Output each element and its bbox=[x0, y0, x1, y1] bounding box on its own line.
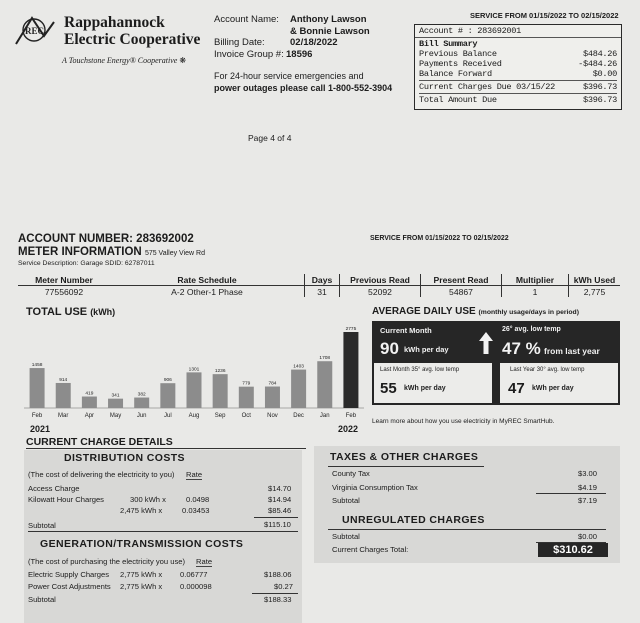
county-tax-label: County Tax bbox=[332, 469, 370, 478]
supply-label: Electric Supply Charges bbox=[28, 570, 110, 579]
change-label: from last year bbox=[544, 346, 600, 356]
emergency-text-2: power outages please call 1-800-552-3904 bbox=[214, 82, 393, 93]
unregulated-subtotal-amount: $0.00 bbox=[578, 532, 598, 541]
change-value: 47 % bbox=[502, 339, 541, 358]
adu-label: AVERAGE DAILY USE bbox=[372, 306, 476, 317]
summary-title: Bill Summary bbox=[419, 39, 478, 49]
chart-tick-label: Sep bbox=[214, 413, 226, 419]
billing-date-label: Billing Date: bbox=[214, 37, 265, 48]
chart-value-label: 784 bbox=[268, 381, 277, 387]
emergency-text-1: For 24-hour service emergencies and bbox=[214, 71, 364, 81]
current-month-label: Current Month bbox=[380, 326, 432, 335]
total-use-unit: (kWh) bbox=[90, 307, 116, 317]
table-cell: A-2 Other-1 Phase bbox=[171, 286, 243, 297]
chart-tick-label: May bbox=[109, 413, 122, 419]
unregulated-title: UNREGULATED CHARGES bbox=[342, 514, 485, 526]
chart-value-label: 419 bbox=[85, 391, 94, 397]
table-header: Rate Schedule bbox=[110, 274, 305, 286]
virginia-tax-label: Virginia Consumption Tax bbox=[332, 483, 418, 492]
table-header: Meter Number bbox=[18, 274, 110, 286]
touchstone-energy-icon: ❋ bbox=[179, 56, 187, 65]
unregulated-subtotal-label: Subtotal bbox=[332, 532, 360, 541]
total-use-label: TOTAL USE bbox=[26, 306, 88, 318]
chart-bar bbox=[108, 399, 123, 408]
table-header: kWh Used bbox=[569, 274, 621, 286]
pca-amount: $0.27 bbox=[274, 582, 294, 591]
company-name bbox=[64, 14, 200, 48]
generation-title: GENERATION/TRANSMISSION COSTS bbox=[40, 538, 244, 550]
chart-bar bbox=[265, 387, 280, 408]
taxes-subtotal-label: Subtotal bbox=[332, 496, 360, 505]
account-name-value-2: & Bonnie Lawson bbox=[290, 25, 370, 37]
year-start: 2021 bbox=[30, 424, 51, 434]
divider bbox=[254, 517, 298, 518]
meter-address: 575 Valley View Rd bbox=[144, 250, 205, 257]
kwh-line2-qty: 2,475 kWh x bbox=[120, 506, 163, 515]
summary-row-label: Current Charges Due 03/15/22 bbox=[419, 82, 555, 92]
generation-rate-header: Rate bbox=[196, 557, 213, 566]
generation-subtotal-amount: $188.33 bbox=[264, 595, 292, 604]
divider bbox=[536, 493, 606, 494]
arrow-up-icon bbox=[478, 331, 494, 360]
divider bbox=[328, 529, 606, 530]
chart-value-label: 1301 bbox=[188, 367, 200, 373]
chart-value-label: 1403 bbox=[293, 364, 304, 370]
chart-tick-label: Nov bbox=[267, 413, 278, 419]
access-charge-amount: $14.70 bbox=[268, 484, 292, 493]
summary-row-value: $396.73 bbox=[583, 95, 617, 105]
current-month-value: 90 bbox=[380, 339, 399, 358]
table-header: Previous Read bbox=[340, 274, 421, 286]
access-charge-label: Access Charge bbox=[28, 484, 80, 493]
kwh-charges-label: Kilowatt Hour Charges bbox=[28, 495, 104, 504]
company-name-line1: Rappahannock bbox=[64, 14, 165, 31]
table-cell: 1 bbox=[502, 286, 569, 298]
table-header: Present Read bbox=[421, 274, 502, 286]
chart-bar bbox=[82, 397, 97, 408]
company-name-line2: Electric Cooperative bbox=[64, 31, 201, 48]
current-month-unit: kWh per day bbox=[404, 345, 449, 354]
taxes-panel bbox=[314, 446, 620, 563]
learn-more-text: Learn more about how you use electricity in MyREC SmartHub. bbox=[372, 418, 555, 425]
average-daily-use-title bbox=[372, 306, 579, 317]
table-cell: 2,775 bbox=[569, 286, 621, 298]
chart-bar bbox=[213, 374, 228, 408]
adu-subtitle: (monthly usage/days in period) bbox=[478, 309, 579, 316]
invoice-group-label: Invoice Group #: bbox=[214, 48, 284, 60]
table-cell: 52092 bbox=[340, 286, 421, 298]
summary-row-label: Previous Balance bbox=[419, 49, 497, 59]
table-cell: 54867 bbox=[421, 286, 502, 298]
chart-tick-label: Apr bbox=[84, 413, 95, 419]
chart-value-label: 1236 bbox=[214, 369, 226, 375]
kwh-line1-rate: 0.0498 bbox=[186, 495, 210, 504]
chart-bar bbox=[56, 383, 71, 408]
chart-tick-label: Jan bbox=[319, 413, 330, 419]
chart-value-label: 779 bbox=[242, 381, 251, 387]
charges-total-label: Current Charges Total: bbox=[332, 545, 409, 554]
generation-desc: (The cost of purchasing the electricity you use) bbox=[28, 557, 186, 566]
summary-row-value: $484.26 bbox=[583, 49, 617, 59]
summary-row-label: Balance Forward bbox=[419, 69, 492, 79]
last-month-value: 55 bbox=[380, 380, 397, 397]
distribution-subtotal-amount: $115.10 bbox=[264, 520, 291, 529]
total-use-title bbox=[26, 306, 115, 318]
taxes-subtotal-amount: $7.19 bbox=[578, 496, 598, 505]
county-tax-amount: $3.00 bbox=[578, 469, 598, 478]
distribution-panel bbox=[24, 450, 302, 623]
divider bbox=[28, 531, 298, 532]
table-header: Multiplier bbox=[502, 274, 569, 286]
billing-date-value: 02/18/2022 bbox=[290, 37, 338, 48]
kwh-line1-amount: $14.94 bbox=[268, 495, 292, 504]
last-month-unit: kWh per day bbox=[404, 385, 446, 392]
kwh-line2-rate: 0.03453 bbox=[182, 506, 210, 515]
chart-value-label: 382 bbox=[137, 392, 146, 398]
chart-bar bbox=[134, 398, 149, 408]
summary-service-period: SERVICE FROM 01/15/2022 TO 02/15/2022 bbox=[470, 11, 619, 20]
generation-subtotal-label: Subtotal bbox=[28, 595, 56, 604]
chart-bar bbox=[343, 332, 358, 408]
chart-bar bbox=[30, 368, 45, 408]
year-end: 2022 bbox=[338, 424, 359, 434]
chart-tick-label: Jun bbox=[136, 413, 147, 419]
chart-value-label: 341 bbox=[111, 393, 120, 399]
summary-row-label: Total Amount Due bbox=[419, 95, 497, 105]
chart-bar bbox=[291, 370, 306, 408]
pca-qty: 2,775 kWh x bbox=[120, 582, 163, 591]
account-number: ACCOUNT NUMBER: 283692002 bbox=[18, 233, 194, 245]
distribution-desc: (The cost of delivering the electricity to you) bbox=[28, 470, 175, 479]
divider bbox=[252, 593, 298, 594]
current-charge-details-title: CURRENT CHARGE DETAILS bbox=[26, 436, 306, 449]
account-info bbox=[214, 14, 370, 60]
chart-tick-label: Oct bbox=[241, 413, 251, 419]
chart-bar bbox=[239, 387, 254, 408]
last-year-label: Last Year 30° avg. low temp bbox=[510, 367, 585, 373]
last-year-value: 47 bbox=[508, 380, 525, 397]
summary-row-value: $0.00 bbox=[592, 69, 617, 79]
chart-tick-label: Jul bbox=[164, 413, 172, 419]
bill-summary bbox=[414, 24, 622, 110]
charges-total-amount: $310.62 bbox=[538, 543, 608, 557]
table-cell: 77556092 bbox=[44, 286, 84, 297]
summary-row-value: -$484.26 bbox=[578, 59, 617, 69]
company-logo bbox=[14, 14, 58, 44]
table-row bbox=[18, 286, 620, 298]
current-temp: 26° avg. low temp bbox=[502, 326, 561, 333]
chart-value-label: 914 bbox=[59, 377, 68, 383]
chart-tick-label: Aug bbox=[188, 413, 200, 419]
chart-value-label: 2775 bbox=[345, 327, 357, 332]
chart-bar bbox=[160, 383, 175, 408]
divider bbox=[328, 466, 484, 467]
kwh-line2-amount: $85.46 bbox=[268, 506, 292, 515]
chart-value-label: 906 bbox=[163, 378, 172, 384]
chart-tick-label: Mar bbox=[58, 413, 69, 419]
distribution-title: DISTRIBUTION COSTS bbox=[64, 452, 185, 464]
invoice-group-value: 18596 bbox=[286, 48, 313, 60]
chart-tick-label: Feb bbox=[31, 413, 43, 419]
meter-service-period: SERVICE FROM 01/15/2022 TO 02/15/2022 bbox=[370, 235, 509, 242]
chart-value-label: 1708 bbox=[319, 356, 331, 362]
table-header: Days bbox=[305, 274, 340, 286]
chart-tick-label: Feb bbox=[345, 413, 357, 419]
kwh-line1-qty: 300 kWh x bbox=[130, 495, 166, 504]
supply-qty: 2,775 kWh x bbox=[120, 570, 163, 579]
last-month-label: Last Month 35° avg. low temp bbox=[380, 367, 460, 373]
chart-bar bbox=[187, 372, 202, 408]
chart-bar bbox=[317, 361, 332, 408]
emergency-notice bbox=[214, 71, 414, 94]
virginia-tax-amount: $4.19 bbox=[578, 483, 598, 492]
last-year-card bbox=[500, 363, 618, 403]
summary-account-line: Account # : 283692001 bbox=[419, 26, 521, 36]
supply-rate: 0.06777 bbox=[180, 570, 208, 579]
summary-row-value: $396.73 bbox=[583, 82, 617, 92]
last-year-unit: kWh per day bbox=[532, 385, 574, 392]
average-daily-use-panel bbox=[372, 321, 620, 405]
pca-rate: 0.000098 bbox=[180, 582, 212, 591]
tagline-text: A Touchstone Energy® Cooperative bbox=[62, 56, 178, 65]
summary-row-label: Payments Received bbox=[419, 59, 502, 69]
distribution-subtotal-label: Subtotal bbox=[28, 521, 56, 530]
total-use-chart bbox=[24, 322, 364, 440]
last-month-card bbox=[374, 363, 492, 403]
chart-value-label: 1458 bbox=[31, 363, 43, 369]
service-description: Service Description: Garage SDID: 62787011 bbox=[18, 260, 155, 267]
meter-information bbox=[18, 246, 205, 258]
logo-text: REC bbox=[25, 26, 45, 36]
meter-info-label: METER INFORMATION bbox=[18, 246, 142, 258]
page-indicator: Page 4 of 4 bbox=[248, 133, 292, 143]
account-name-label: Account Name: bbox=[214, 14, 279, 25]
meter-table bbox=[18, 274, 620, 297]
distribution-rate-header: Rate bbox=[186, 470, 203, 479]
company-tagline bbox=[62, 56, 186, 65]
supply-amount: $188.06 bbox=[264, 570, 292, 579]
account-name-value-1: Anthony Lawson bbox=[290, 14, 367, 25]
table-cell: 31 bbox=[305, 286, 340, 298]
pca-label: Power Cost Adjustments bbox=[28, 582, 111, 591]
taxes-title: TAXES & OTHER CHARGES bbox=[330, 451, 479, 463]
chart-tick-label: Dec bbox=[293, 413, 304, 419]
